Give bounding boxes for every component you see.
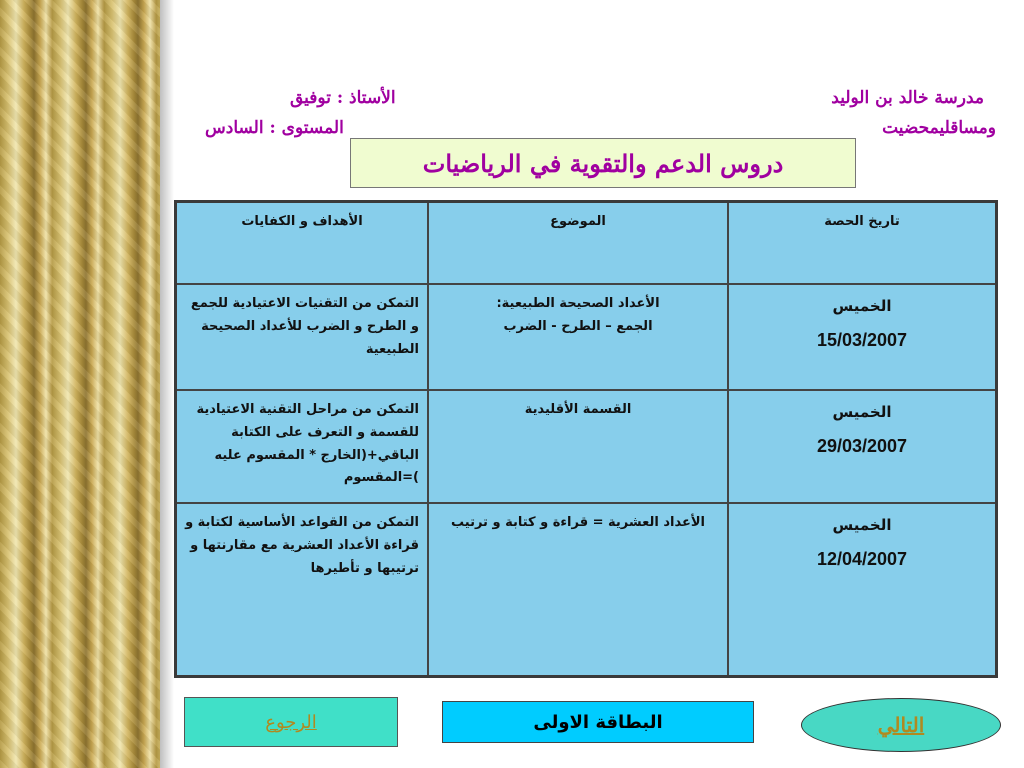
date-cell [728,503,997,677]
decorative-sidebar [0,0,160,768]
goals-line: التمكن من القواعد الأساسية لكتابة و قراءة الأعداد العشرية مع مقارنتها و ترتيبها و تأطيرها [185,515,419,576]
grade-level: المستوى : السادس [205,118,344,138]
table-row [176,390,997,503]
next-link[interactable]: التالي [877,713,925,737]
card-label-text: البطاقة الاولى [533,711,663,733]
day-label: الخميس [832,297,892,315]
header-goals: الأهداف و الكفايات [176,202,429,285]
sidebar-shadow [160,0,174,768]
goals-cell [176,284,429,390]
goals-cell [176,503,429,677]
teacher-name: الأستاذ : توفيق [290,88,396,108]
day-label: الخميس [832,403,892,421]
header-topic: الموضوع [428,202,728,285]
date-value: 15/03/2007 [816,330,908,351]
table-header-row [176,202,997,285]
topic-cell [428,503,728,677]
date-value: 12/04/2007 [816,549,908,570]
date-cell [728,284,997,390]
lessons-table [174,200,998,678]
topic-line: الجمع – الطرح - الضرب [503,318,653,334]
goals-line: التمكن من مراحل التقنية الاعتيادية للقسمة و التعرف على الكتابة [196,402,419,440]
school-location: ومساقليمحضيت [882,118,996,138]
card-label [442,701,754,743]
topic-line: القسمة الأقليدية [524,402,632,417]
back-link[interactable]: الرجوع [265,711,317,733]
date-cell [728,390,997,503]
header-date: تاريخ الحصة [728,202,997,285]
topic-cell [428,390,728,503]
date-value: 29/03/2007 [816,436,908,457]
page-title-text: دروس الدعم والتقوية في الرياضيات [422,148,784,178]
day-label: الخميس [832,516,892,534]
next-button[interactable] [801,698,1001,752]
school-name: مدرسة خالد بن الوليد [831,88,984,108]
table-row [176,503,997,677]
goals-line: الباقي+(الخارج * المقسوم عليه )=المقسوم [214,447,419,486]
topic-line: الأعداد العشرية = قراءة و كتابة و ترتيب [451,515,705,530]
topic-cell [428,284,728,390]
goals-cell [176,390,429,503]
topic-line: الأعداد الصحيحة الطبيعية: [496,296,660,311]
back-button[interactable] [184,697,398,747]
table-row [176,284,997,390]
goals-line: التمكن من التقنيات الاعتيادية للجمع و الطرح و الضرب للأعداد الصحيحة الطبيعية [190,296,419,357]
page-title [350,138,856,188]
